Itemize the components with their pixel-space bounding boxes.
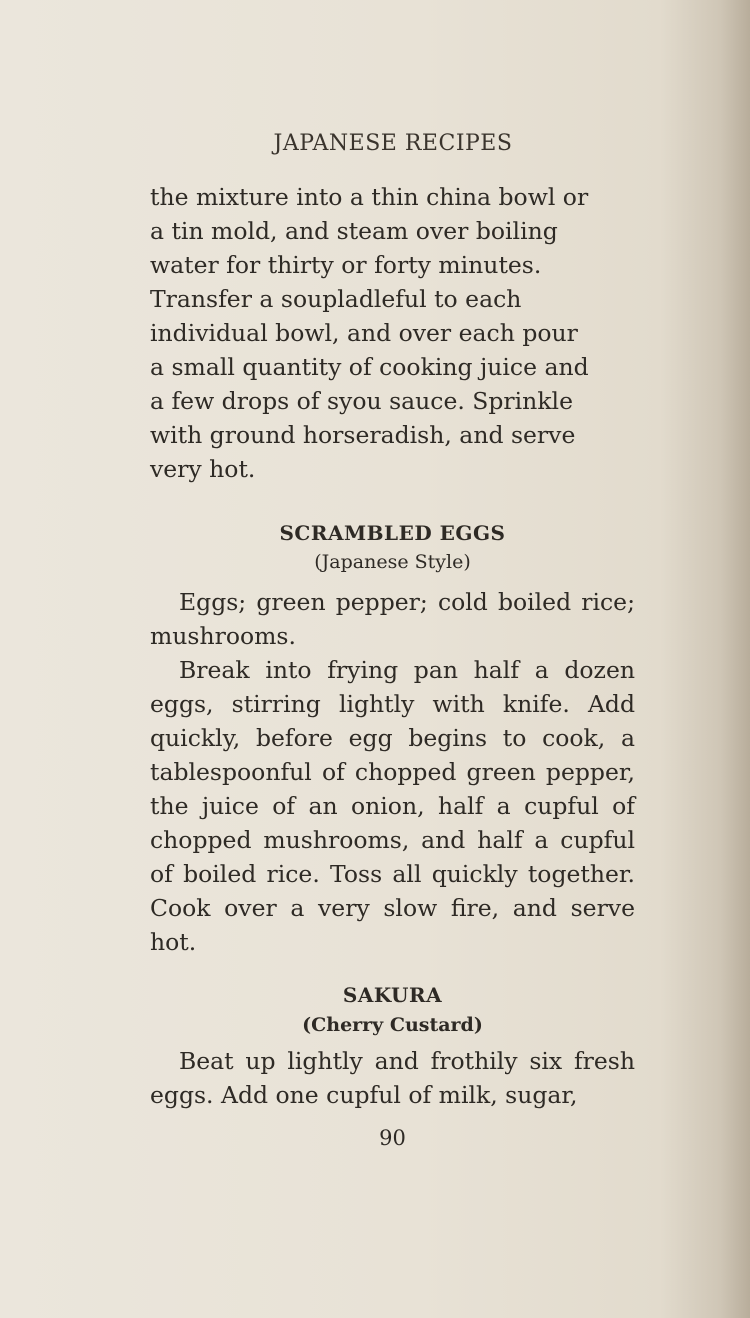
- text-line: the mixture into a thin china bowl or: [150, 183, 589, 211]
- recipe-title-scrambled-eggs: SCRAMBLED EGGS: [279, 521, 506, 545]
- sakura-body: [150, 1044, 635, 1112]
- text-line: Transfer a soupladleful to each: [150, 285, 522, 313]
- text-line: individual bowl, and over each pour: [150, 319, 578, 347]
- recipe-subtitle-scrambled-eggs: (Japanese Style): [314, 551, 471, 573]
- text-line: a few drops of syou sauce. Sprinkle: [150, 387, 573, 415]
- method-paragraph: Break into frying pan half a dozen eggs, stirring lightly with knife. Add quickly, before egg begins to cook, a tablespoonful of chopped green pepper, the juice of an onion, half a cupful of chopped mushrooms, and half a cupful of boiled rice. Toss all quickly together. Cook over a very slow fire, and serve hot.: [150, 656, 635, 956]
- text-line: water for thirty or forty minutes.: [150, 251, 542, 279]
- text-line: with ground horseradish, and serve: [150, 421, 576, 449]
- ingredients-paragraph: Eggs; green pepper; cold boiled rice; mushrooms.: [150, 588, 635, 650]
- recipe-subtitle-sakura: (Cherry Custard): [302, 1014, 483, 1036]
- recipe-title-sakura: SAKURA: [342, 983, 443, 1007]
- text-line: a small quantity of cooking juice and: [150, 353, 589, 381]
- method-paragraph: Beat up lightly and frothily six fresh eggs. Add one cupful of milk, sugar,: [150, 1047, 635, 1109]
- continuation-paragraph: [150, 180, 635, 486]
- scrambled-eggs-body: [150, 585, 635, 959]
- running-head: JAPANESE RECIPES: [273, 131, 513, 156]
- page-number: 90: [379, 1126, 406, 1150]
- text-line: a tin mold, and steam over boiling: [150, 217, 558, 245]
- text-line: very hot.: [150, 455, 256, 483]
